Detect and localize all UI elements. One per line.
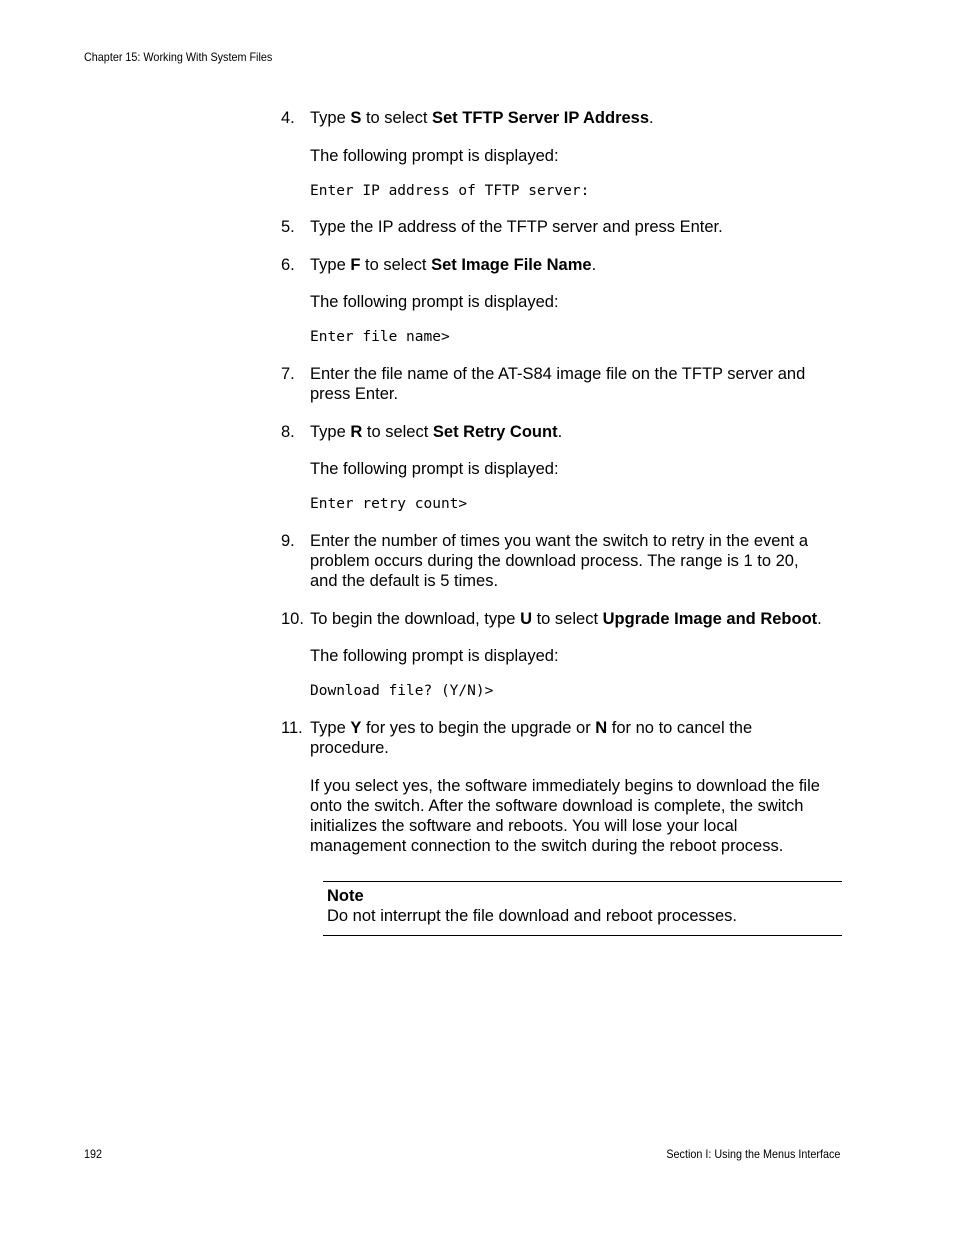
note-box bbox=[323, 881, 842, 936]
step-10: To begin the download, type U to select Upgrade Image and Reboot. bbox=[310, 610, 822, 628]
note-title: Note bbox=[327, 887, 364, 905]
step-4: Type S to select Set TFTP Server IP Address. bbox=[310, 109, 654, 127]
step-9-line-2: problem occurs during the download process. The range is 1 to 20, bbox=[310, 552, 799, 570]
step-8: Type R to select Set Retry Count. bbox=[310, 423, 563, 441]
step-number: 9. bbox=[281, 532, 295, 550]
step-5: Type the IP address of the TFTP server and press Enter. bbox=[310, 218, 723, 236]
code-prompt: Enter retry count> bbox=[310, 496, 468, 512]
step-number: 11. bbox=[281, 719, 303, 737]
step-number: 6. bbox=[281, 256, 295, 274]
page-number: 192 bbox=[84, 1147, 103, 1161]
step-7-line-2: press Enter. bbox=[310, 385, 399, 403]
prompt-intro: The following prompt is displayed: bbox=[310, 147, 559, 165]
paragraph-line: initializes the software and reboots. You will lose your local bbox=[310, 817, 738, 835]
prompt-intro: The following prompt is displayed: bbox=[310, 460, 559, 478]
paragraph-line: management connection to the switch during the reboot process. bbox=[310, 837, 784, 855]
step-6: Type F to select Set Image File Name. bbox=[310, 256, 597, 274]
prompt-intro: The following prompt is displayed: bbox=[310, 293, 559, 311]
step-number: 4. bbox=[281, 109, 295, 127]
note-text: Do not interrupt the file download and reboot processes. bbox=[327, 907, 738, 925]
step-number: 5. bbox=[281, 218, 295, 236]
step-11-line-1: Type Y for yes to begin the upgrade or N for no to cancel the bbox=[310, 719, 753, 737]
running-footer: Section I: Using the Menus Interface bbox=[665, 1147, 840, 1161]
step-11-line-2: procedure. bbox=[310, 739, 389, 757]
running-header: Chapter 15: Working With System Files bbox=[84, 50, 273, 64]
prompt-intro: The following prompt is displayed: bbox=[310, 647, 559, 665]
step-number: 8. bbox=[281, 423, 295, 441]
code-prompt: Enter IP address of TFTP server: bbox=[310, 183, 590, 199]
step-number: 10. bbox=[281, 610, 304, 628]
step-number: 7. bbox=[281, 365, 295, 383]
paragraph-line: onto the switch. After the software download is complete, the switch bbox=[310, 797, 804, 815]
step-9-line-1: Enter the number of times you want the switch to retry in the event a bbox=[310, 532, 808, 550]
paragraph-line: If you select yes, the software immediately begins to download the file bbox=[310, 777, 820, 795]
code-prompt: Download file? (Y/N)> bbox=[310, 683, 494, 699]
code-prompt: Enter file name> bbox=[310, 329, 450, 345]
step-7-line-1: Enter the file name of the AT-S84 image file on the TFTP server and bbox=[310, 365, 806, 383]
step-9-line-3: and the default is 5 times. bbox=[310, 572, 499, 590]
